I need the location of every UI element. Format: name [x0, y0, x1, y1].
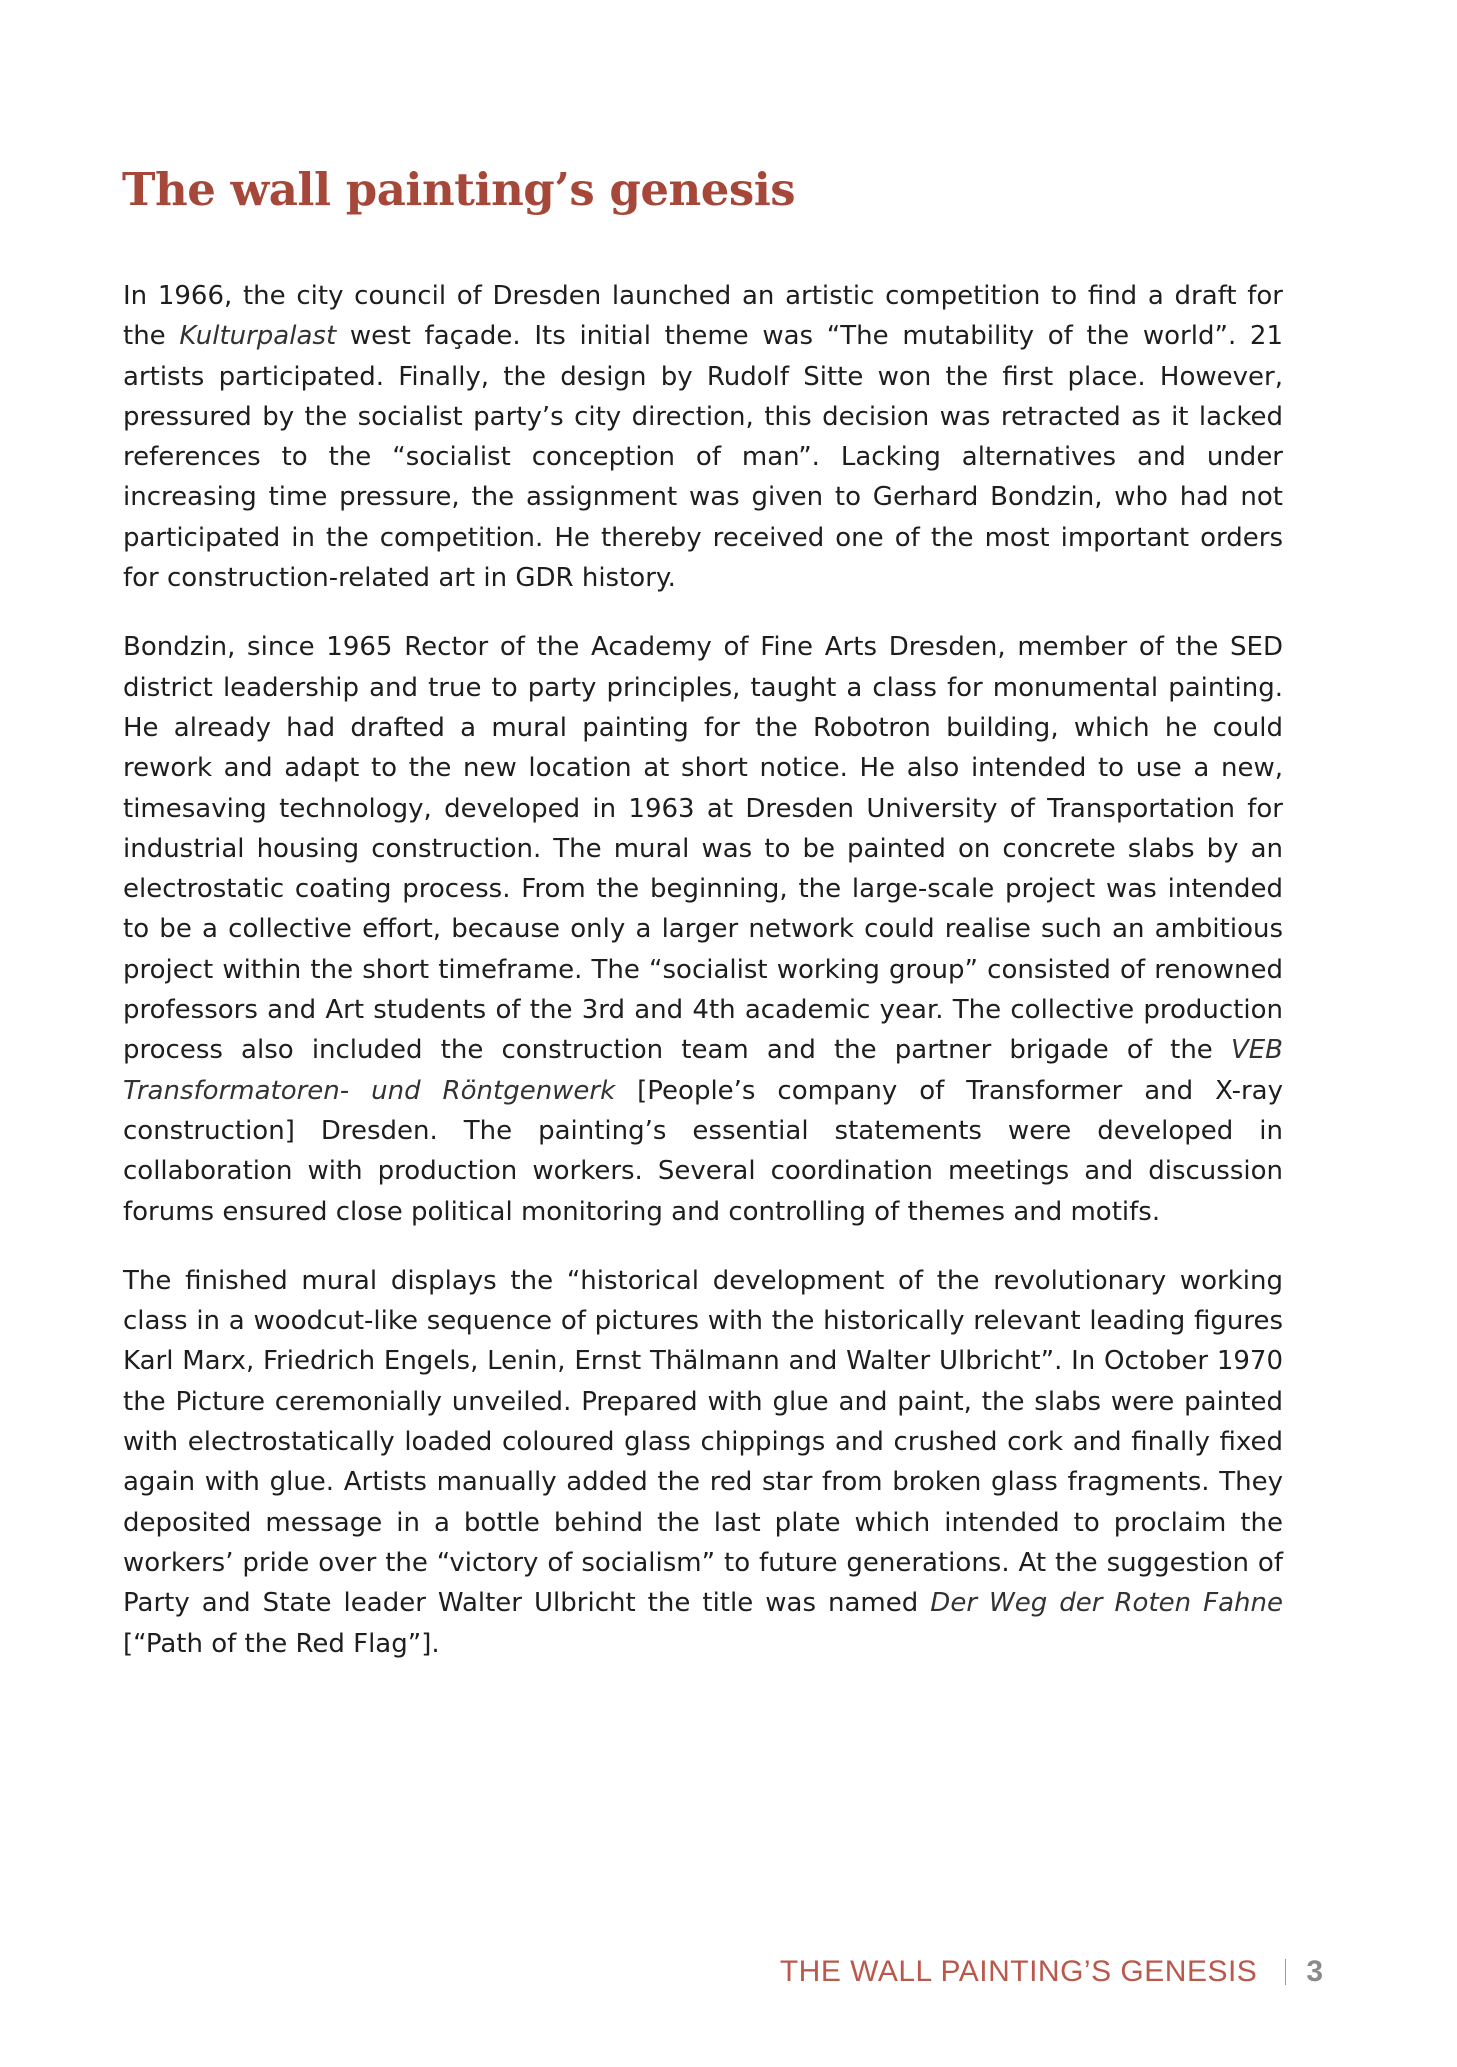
paragraph-3-text: The finished mural displays the “historical development of the revolutionary working class in a woodcut-like sequence of pictures with the historically relevant leading figures Karl Marx, Friedrich Engels, Lenin, Ernst Thälmann and Walter Ulbricht”. In October 1970 the Picture ceremonially unveiled. Prepared with glue and paint, the slabs were painted with electrostatically loaded coloured glass chippings and crushed cork and finally fixed again with glue. Artists manually added the red star from broken glass fragments. They deposited message in a bottle behind the last plate which intended to proclaim the workers’ pride over the “victory of socialism” to future generations. At the suggestion of Party and State leader Walter Ulbricht the title was named — [123, 1265, 1283, 1619]
paragraph-3-italic-term: Der Weg der Roten Fahne — [930, 1588, 1283, 1619]
paragraph-2 — [123, 627, 1283, 1231]
page-title: The wall painting’s genesis — [122, 163, 796, 216]
paragraph-2-text: Bondzin, since 1965 Rector of the Academy of Fine Arts Dresden, member of the SED district leadership and true to party principles, taught a class for monumental painting. He already had drafted a mural painting for the Robotron building, which he could rework and adapt to the new location at short notice. He also intended to use a new, timesaving technology, developed in 1963 at Dresden University of Transportation for industrial housing construction. The mural was to be painted on concrete slabs by an electrostatic coating process. From the beginning, the large-scale project was intended to be a collective effort, because only a larger network could realise such an ambitious project within the short timeframe. The “socialist working group” consisted of renowned professors and Art students of the 3rd and 4th academic year. The collective production process also included the construction team and the partner brigade of the — [123, 632, 1283, 1066]
page-number: 3 — [1306, 1955, 1323, 1988]
paragraph-2-italic-term: VEB Transformatoren- und Röntgenwerk — [123, 1035, 1283, 1106]
footer-separator — [1285, 1959, 1286, 1985]
paragraph-1 — [123, 276, 1283, 598]
running-head: THE WALL PAINTING’S GENESIS — [779, 1955, 1258, 1988]
paragraph-1-text: In 1966, the city council of Dresden launched an artistic competition to find a draft for the — [123, 281, 1283, 352]
paragraph-1-italic-term: Kulturpalast — [179, 321, 337, 352]
body-text — [123, 276, 1283, 1664]
paragraph-1-text-cont: west façade. Its initial theme was “The mutability of the world”. 21 artists participated. Finally, the design by Rudolf Sitte won the first place. However, pressured by the socialist party’s city direction, this decision was retracted as it lacked references to the “socialist conception of man”. Lacking alternatives and under increasing time pressure, the assignment was given to Gerhard Bondzin, who had not participated in the competition. He thereby received one of the most important orders for construction-related art in GDR history. — [123, 321, 1283, 594]
paragraph-3-text-cont: [“Path of the Red Flag”]. — [123, 1628, 440, 1659]
paragraph-3 — [123, 1261, 1283, 1664]
paragraph-2-text-cont: [People’s company of Transformer and X-ray construction] Dresden. The painting’s essential statements were developed in collaboration with production workers. Several coordination meetings and discussion forums ensured close political monitoring and controlling of themes and motifs. — [123, 1075, 1283, 1227]
page-footer — [780, 1952, 1323, 1992]
